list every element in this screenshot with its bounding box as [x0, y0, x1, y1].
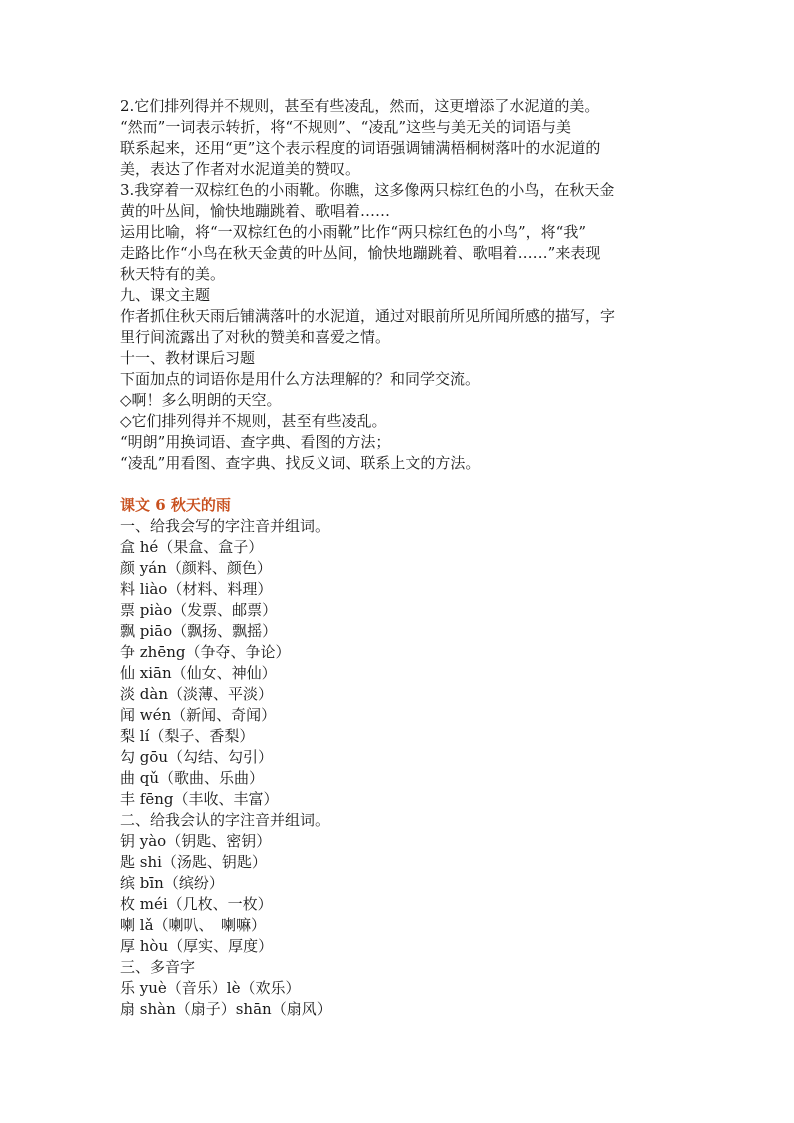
text-line: “然而”一词表示转折，将“不规则”、“凌乱”这些与美无关的词语与美 — [120, 118, 572, 136]
text-line: 三、多音字 — [120, 958, 196, 976]
lesson-title: 课文 6 秋天的雨 — [120, 496, 231, 514]
text-line: 盒 hé（果盒、盒子） — [120, 538, 264, 556]
text-line: 作者抓住秋天雨后铺满落叶的水泥道，通过对眼前所见所闻所感的描写，字 — [120, 307, 616, 325]
text-line: 联系起来，还用“更”这个表示程度的词语强调铺满梧桐树落叶的水泥道的 — [120, 139, 601, 157]
document-page — [120, 96, 676, 1020]
text-line: 秋天特有的美。 — [120, 265, 226, 283]
text-line: 匙 shi（汤匙、钥匙） — [120, 853, 267, 871]
text-line: 喇 lǎ（喇叭、 喇嘛） — [120, 916, 267, 934]
text-line: 乐 yuè（音乐）lè（欢乐） — [120, 979, 301, 997]
text-line: 里行间流露出了对秋的赞美和喜爱之情。 — [120, 328, 391, 346]
text-section-lesson6 — [120, 516, 676, 1020]
text-line: 飘 piāo（飘扬、飘摇） — [120, 622, 278, 640]
text-line: 勾 gōu（勾结、勾引） — [120, 748, 274, 766]
text-line: 2.它们排列得并不规则，甚至有些凌乱，然而，这更增添了水泥道的美。 — [120, 97, 600, 115]
text-line: 下面加点的词语你是用什么方法理解的？和同学交流。 — [120, 370, 481, 388]
text-line: 钥 yào（钥匙、密钥） — [120, 832, 272, 850]
text-line: ◇它们排列得并不规则，甚至有些凌乱。 — [120, 412, 387, 430]
text-line: 3.我穿着一双棕红色的小雨靴。你瞧，这多像两只棕红色的小鸟，在秋天金 — [120, 181, 615, 199]
text-line: 闻 wén（新闻、奇闻） — [120, 706, 277, 724]
text-line: 九、课文主题 — [120, 286, 211, 304]
text-line: 缤 bīn（缤纷） — [120, 874, 224, 892]
text-line: 料 liào（材料、料理） — [120, 580, 273, 598]
text-line: 十一、教材课后习题 — [120, 349, 256, 367]
text-line: 丰 fēng（丰收、丰富） — [120, 790, 279, 808]
text-line: 一、给我会写的字注音并组词。 — [120, 517, 331, 535]
text-line: “凌乱”用看图、查字典、找反义词、联系上文的方法。 — [120, 454, 481, 472]
text-line: 仙 xiān（仙女、神仙） — [120, 664, 277, 682]
text-section-lesson5 — [120, 96, 676, 474]
text-line: 厚 hòu（厚实、厚度） — [120, 937, 274, 955]
text-line: 黄的叶丛间，愉快地蹦跳着、歌唱着…… — [120, 202, 391, 220]
text-line: 枚 méi（几枚、一枚） — [120, 895, 273, 913]
text-line: 曲 qǔ（歌曲、乐曲） — [120, 769, 265, 787]
text-line: 淡 dàn（淡薄、平淡） — [120, 685, 273, 703]
text-line: 颜 yán（颜料、颜色） — [120, 559, 272, 577]
text-line: 争 zhēng（争夺、争论） — [120, 643, 291, 661]
text-line: 美，表达了作者对水泥道美的赞叹。 — [120, 160, 361, 178]
text-line: ◇啊！多么明朗的天空。 — [120, 391, 282, 409]
text-line: 票 piào（发票、邮票） — [120, 601, 278, 619]
text-line: 走路比作“小鸟在秋天金黄的叶丛间，愉快地蹦跳着、歌唱着……”来表现 — [120, 244, 601, 262]
text-line: 梨 lí（梨子、香梨） — [120, 727, 255, 745]
text-line: “明朗”用换词语、查字典、看图的方法； — [120, 433, 391, 451]
text-line: 扇 shàn（扇子）shān（扇风） — [120, 1000, 332, 1018]
text-line: 运用比喻，将“一双棕红色的小雨靴”比作“两只棕红色的小鸟”，将“我” — [120, 223, 587, 241]
text-line: 二、给我会认的字注音并组词。 — [120, 811, 331, 829]
